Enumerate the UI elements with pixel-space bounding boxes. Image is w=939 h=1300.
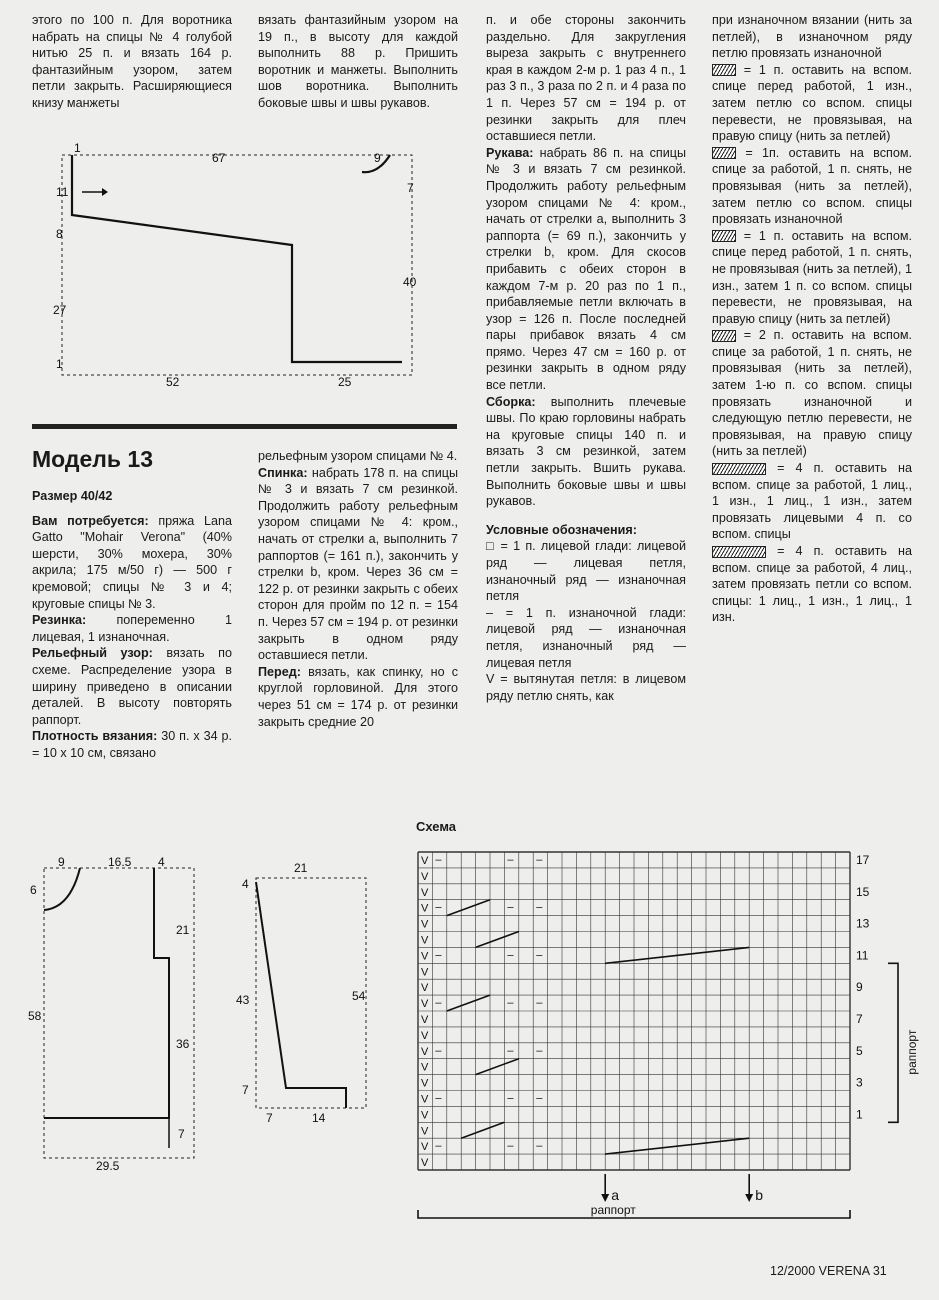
rib-label: Резинка:	[32, 613, 87, 628]
chart-v-symbol: V	[421, 966, 429, 979]
page-footer: 12/2000 VERENA 31	[770, 1264, 887, 1278]
col3-text	[486, 12, 686, 704]
chart-v-symbol: V	[421, 886, 429, 899]
chart-v-symbol: V	[421, 1141, 429, 1154]
row-number: 9	[856, 980, 863, 995]
scheme-title: Схема	[416, 819, 457, 834]
chart-dash-symbol: –	[435, 1140, 442, 1153]
dim-right-40: 40	[403, 275, 417, 289]
dim-right-7: 7	[407, 181, 414, 195]
dim-body-9: 9	[58, 855, 65, 869]
col2-bottom-text: рельефным узором спицами № 4. Спинка: набрать 178 п. на спицы № 3 и вязать 7 см резинкой. Продолжить работу рельефным узором спицами № 4: кром., начать от стрелки а, выполнить 7 раппортов (= 161 п.), закончить у стрелки b, кром. Через 36 см = 122 р. от резинки закрыть с обеих сторон для пройм по 12 п. = 154 п. Через 57 см = 194 р. от резинки закрыть в одном ряду оставшиеся петли. Перед: вязать, как спинку, но с круглой горловиной. Для этого через 51 см = 174 р. от резинки закрыть средние 20	[258, 449, 459, 729]
collar-diagram	[40, 140, 440, 390]
cross-2-symbol-icon	[712, 147, 736, 159]
chart-v-symbol: V	[421, 1014, 429, 1026]
chart-dash-symbol: –	[435, 949, 442, 962]
legend-slip-cont: при изнаночном вязании (нить за петлей), в изнаночном ряду петлю провязать изнаночной	[712, 13, 912, 61]
dim-left-1: 1	[56, 357, 63, 371]
body-pattern-diagram	[24, 848, 224, 1178]
col4-text: при изнаночном вязании (нить за петлей), в изнаночном ряду петлю провязать изнаночной = 1 п. оставить на вспом. спице перед работой, 1 изн., затем петлю со вспом. спицы перевести, не провязывая, на правую спицу (нить за петлей) = 1п. оставить на вспом. спице за работой, 1 п. снять, не провязывая (нить за петлей), затем петлю со вспом. спицы провязать изнаночной = 1 п. оставить на вспом. спице перед работой, 1 п. снять, не провязывая (нить за петлей), 1 изн., затем 1 п. со вспом. спицы перевести, не провязывая, на правую спицу (нить за петлей) = 2 п. оставить на вспом. спице за работой, 1 п. снять, не провязывая (нить за петлей), затем 1-ю п. со вспом. спицы провязать изнаночной и следующую петлю перевести, не провязывая, на правую спицу (нить за петлей) = 4 п. оставить на вспом. спице за работой, 1 лиц., 1 изн., 1 лиц., 1 изн., затем провязать лицевыми 4 п. со вспом. спицы = 4 п. оставить на вспом. спице за работой, 4 лиц., затем провязать петли со вспом. спицы: 1 лиц., 1 изн., 1 лиц., 1 изн.	[712, 13, 912, 625]
chart-dash-symbol: –	[507, 854, 514, 866]
chart-v-symbol: V	[421, 1109, 429, 1122]
row-number: 11	[856, 948, 869, 963]
col2-top-text: вязать фантазийным узором на 19 п., в высоту для каждой выполнить 88 р. Пришить воротник и манжеты. Выполнить шов воротника. Выполнить боковые швы и швы рукавов.	[258, 13, 458, 110]
sleeve-pattern-diagram	[236, 858, 376, 1128]
sleeves-label: Рукава:	[486, 145, 534, 160]
chart-dash-symbol: –	[536, 1140, 543, 1153]
row-number: 15	[856, 884, 870, 899]
chart-v-symbol: V	[421, 1157, 429, 1170]
chart-v-symbol: V	[421, 1125, 429, 1138]
knitting-chart	[410, 840, 930, 1220]
cross-1-symbol-icon	[712, 64, 736, 76]
chart-dash-symbol: –	[507, 949, 514, 962]
dim-left-27: 27	[53, 303, 67, 317]
col1-bottom-text: Размер 40/42 Вам потребуется: пряжа Lana Gatto "Mohair Verona" (40% шерсти, 30% мохера, 30% акрила; 175 м/50 г) — 500 г кремовой; спицы № 3 и 4; круговые спицы № 3. Резинка: попеременно 1 лицевая, 1 изнаночная. Рельефный узор: вязать по схеме. Распределение узора в ширину приведено в описании деталей. В высоту повторять раппорт. Плотность вязания: 30 п. х 34 р. = 10 х 10 см, связано	[32, 489, 233, 760]
chart-v-symbol: V	[421, 982, 429, 995]
chart-v-symbol: V	[421, 902, 429, 915]
chart-dash-symbol: –	[536, 997, 543, 1010]
chart-dash-symbol: –	[435, 1092, 442, 1105]
cross-4-symbol-icon	[712, 330, 736, 342]
chart-arrow_b: b	[755, 1187, 763, 1203]
chart-dash-symbol: –	[507, 997, 514, 1010]
col1-top-text: этого по 100 п. Для воротника набрать на спицы № 4 голубой нитью 25 п. и вязать 164 р. фантазийным узором, затем петли закрыть. Расширяющиеся книзу манжеты	[32, 13, 232, 110]
dim-body-58: 58	[28, 1009, 42, 1023]
chart-dash-symbol: –	[536, 1092, 543, 1105]
chart-dash-symbol: –	[507, 901, 514, 914]
cross-3-symbol-icon	[712, 230, 736, 242]
legend-slip: V = вытянутая петля: в лицевом ряду петлю снять, как	[486, 672, 686, 703]
chart-v-symbol: V	[421, 934, 429, 947]
dim-bottom-52: 52	[166, 375, 180, 389]
dim-body-7: 7	[178, 1127, 185, 1141]
chart-v-symbol: V	[421, 1077, 429, 1090]
chart-v-symbol: V	[421, 870, 429, 883]
dim-sleeve-7-left: 7	[242, 1083, 249, 1097]
chart-v-symbol: V	[421, 855, 429, 867]
row-number: 7	[856, 1012, 863, 1026]
need-label: Вам потребуется:	[32, 513, 149, 528]
row-number: 17	[856, 853, 870, 867]
relief-label: Рельефный узор:	[32, 646, 153, 661]
chart-dash-symbol: –	[536, 854, 543, 866]
cable-4-b-symbol-icon	[712, 546, 766, 558]
chart-dash-symbol: –	[435, 901, 442, 914]
legend-knit: □ = 1 п. лицевой глади: лицевой ряд — лицевая петля, изнаночный ряд — изнаночная петля	[486, 539, 686, 604]
assembly-label: Сборка:	[486, 394, 536, 409]
chart-dash-symbol: –	[507, 1092, 514, 1105]
legend-purl: – = 1 п. изнаночной глади: лицевой ряд — изнаночная петля, изнаночный ряд — лицевая петля	[486, 605, 686, 670]
assembly-text: выполнить плечевые швы. По краю горловины набрать на круговые спицы 140 п. и вязать 3 см резинкой, затем петли закрыть. Вшить рукава. Выполнить боковые швы и швы рукавов.	[486, 394, 686, 509]
dim-body-29: 29.5	[96, 1159, 120, 1173]
chart-dash-symbol: –	[536, 901, 543, 914]
dim-left-8: 8	[56, 227, 63, 241]
chart-v-symbol: V	[421, 1093, 429, 1106]
dim-sleeve-43: 43	[236, 993, 250, 1007]
dim-sleeve-4: 4	[242, 877, 249, 891]
sleeves-text: набрать 86 п. на спицы № 3 и вязать 7 см резинкой. Продолжить работу рельефным узором спицами № 4: кром., начать от стрелки а, выполнить 3 раппорта (= 69 п.), закончить у стрелки b, кром. Для скосов прибавить с обеих сторон в каждом 7-м р. 20 раз по 1 п., прибавляемые петли включать в узор = 126 п. После последней пары прибавок вязать 4 см прямо. Через 47 см = 160 р. от резинки закрыть в одном ряду все петли.	[486, 145, 687, 393]
dim-top-width: 67	[212, 151, 226, 165]
dim-sleeve-54: 54	[352, 989, 366, 1003]
raport-label-bottom: раппорт	[590, 1203, 636, 1217]
chart-v-symbol: V	[421, 1045, 429, 1058]
dim-body-36: 36	[176, 1037, 190, 1051]
dim-left-11: 11	[56, 185, 69, 199]
chart-dash-symbol: –	[507, 1140, 514, 1153]
legend-title: Условные обозначения:	[486, 522, 637, 537]
dim-sleeve-21: 21	[294, 861, 308, 875]
back-label: Спинка:	[258, 465, 308, 480]
dim-body-21: 21	[176, 923, 190, 937]
chart-dash-symbol: –	[536, 949, 543, 962]
chart-v-symbol: V	[421, 950, 429, 963]
dim-body-16: 16.5	[108, 855, 132, 869]
dim-body-6: 6	[30, 883, 37, 897]
model-title: Модель 13	[32, 446, 154, 472]
chart-dash-symbol: –	[435, 997, 442, 1010]
row-number: 3	[856, 1075, 863, 1090]
front-label: Перед:	[258, 664, 301, 679]
cable-4-a-symbol-icon	[712, 463, 766, 475]
chart-v-symbol: V	[421, 1061, 429, 1074]
section-rule	[32, 424, 457, 429]
chart-v-symbol: V	[421, 998, 429, 1011]
chart-v-symbol: V	[421, 1029, 429, 1042]
dim-top-left: 1	[74, 141, 81, 155]
col3-paragraph: п. и обе стороны закончить раздельно. Для закругления выреза закрыть с внутреннего края в каждом 2-м р. 1 раз 4 п., 1 раз 3 п., 3 раза по 2 п. и 4 раза по 1 п. Через 57 см = 194 р. от резинки закрыть для плеч оставшиеся петли.	[486, 13, 686, 144]
row-number: 13	[856, 916, 870, 931]
dim-bottom-25: 25	[338, 375, 352, 389]
size-label: Размер 40/42	[32, 489, 113, 503]
chart-v-symbol: V	[421, 918, 429, 931]
row-number: 5	[856, 1043, 863, 1058]
chart-arrow_a: a	[611, 1187, 619, 1203]
chart-dash-symbol: –	[435, 854, 442, 866]
raport-label-vertical: раппорт	[905, 1029, 919, 1075]
chart-dash-symbol: –	[507, 1044, 514, 1057]
chart-dash-symbol: –	[435, 1044, 442, 1057]
dim-top-right: 9	[374, 151, 381, 165]
row-number: 1	[856, 1107, 863, 1122]
chart-dash-symbol: –	[536, 1044, 543, 1057]
dim-sleeve-14: 14	[312, 1111, 326, 1125]
dim-body-4: 4	[158, 855, 165, 869]
density-label: Плотность вязания:	[32, 729, 158, 744]
dim-sleeve-7-bottom: 7	[266, 1111, 273, 1125]
